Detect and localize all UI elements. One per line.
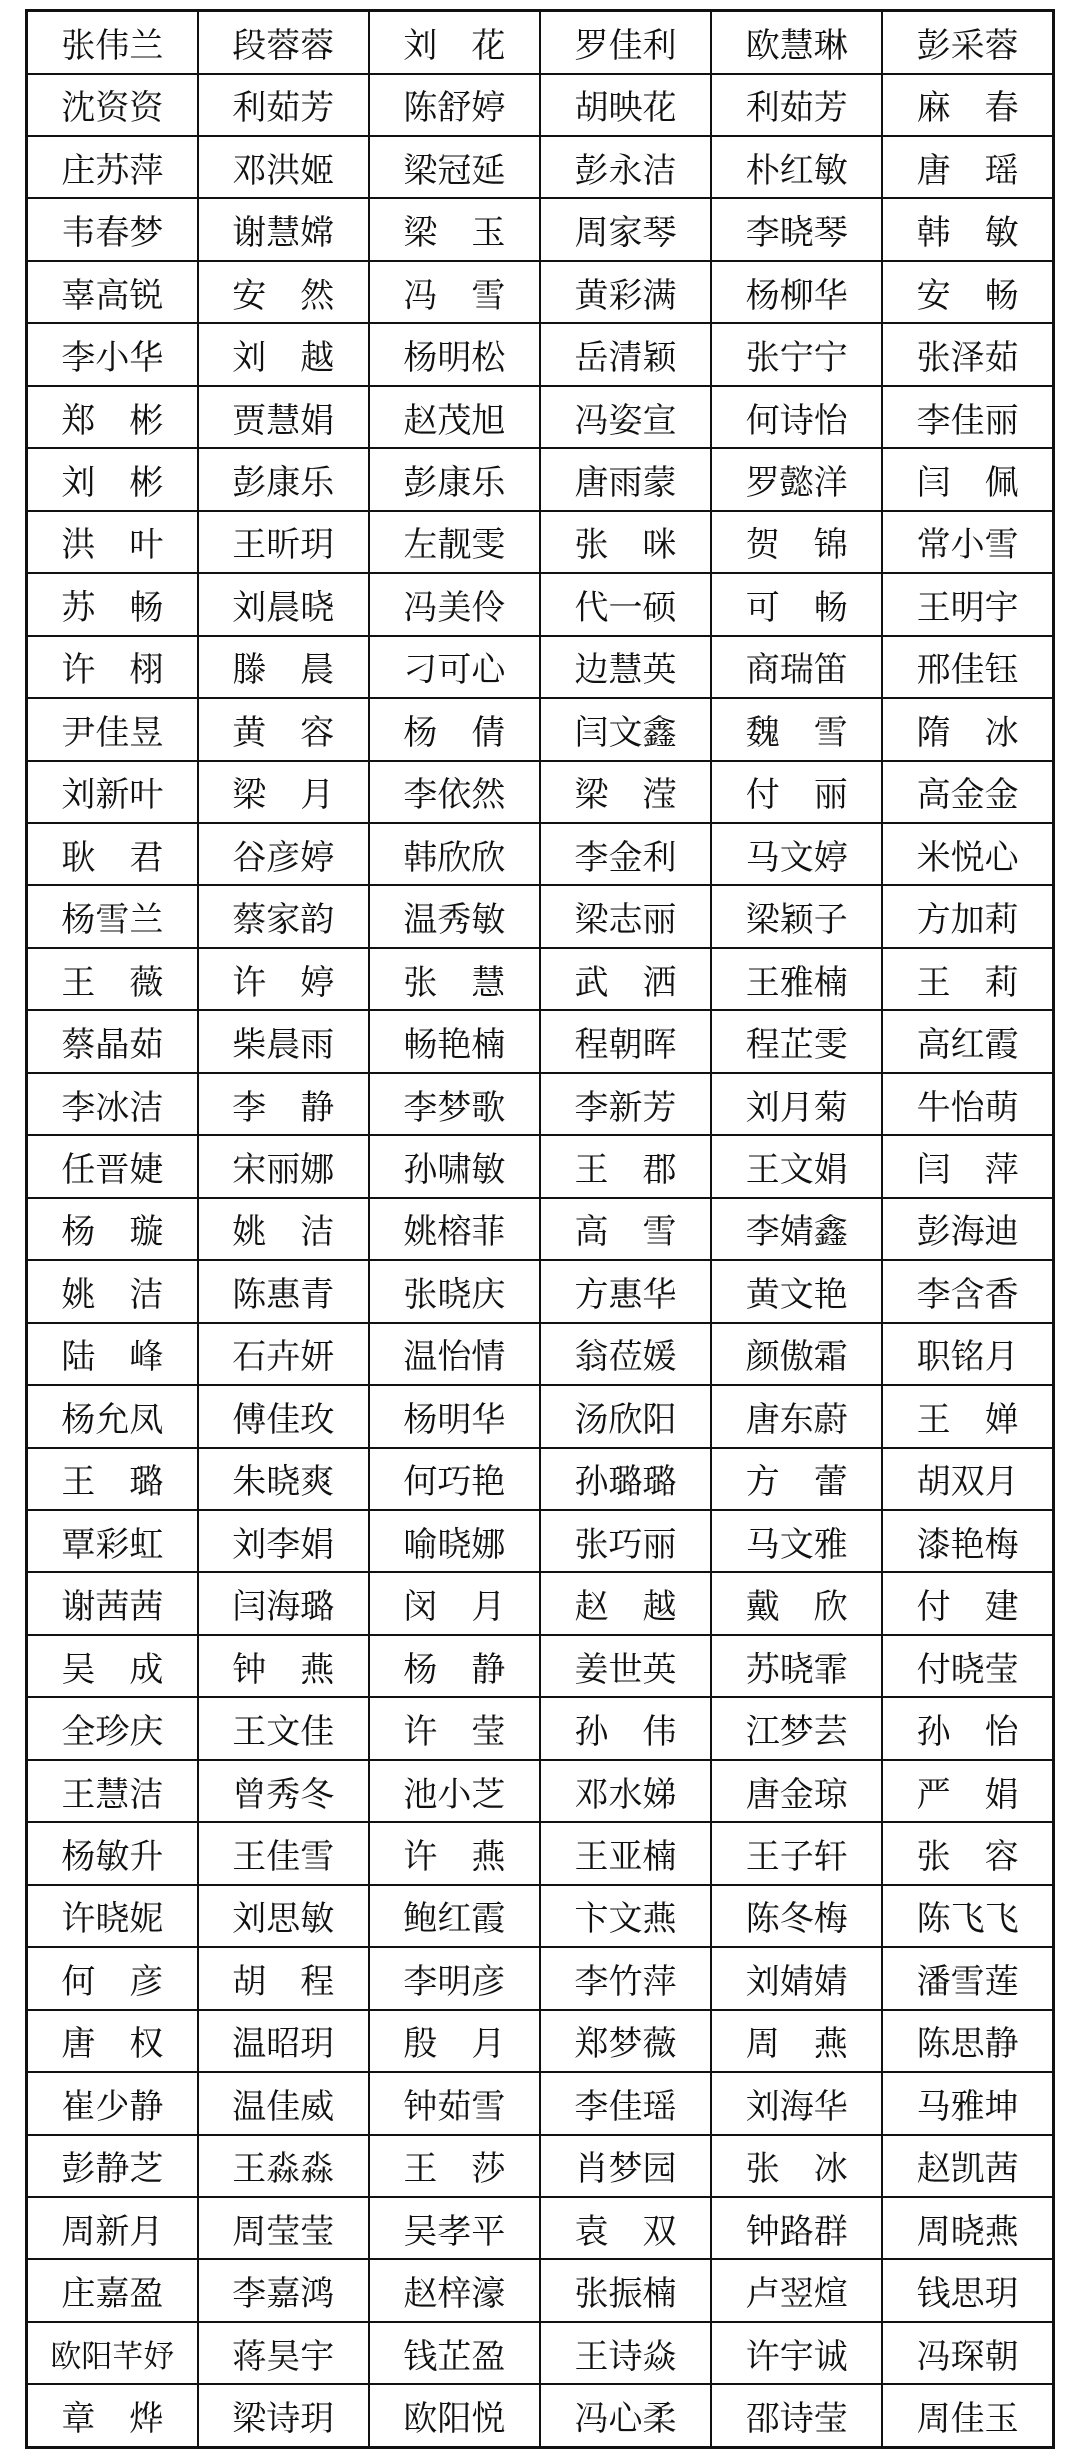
name-cell: 赵凯茜: [882, 2135, 1053, 2197]
table-row: [27, 1010, 1054, 1072]
name-cell: 池小芝: [369, 1760, 540, 1822]
name-cell: 罗懿洋: [711, 448, 882, 510]
table-row: [27, 885, 1054, 947]
name-cell: 钱思玥: [882, 2259, 1053, 2321]
name-cell: 张宁宁: [711, 323, 882, 385]
name-cell: 杨 静: [369, 1635, 540, 1697]
name-cell: 王 莎: [369, 2135, 540, 2197]
name-cell: 陈飞飞: [882, 1885, 1053, 1947]
table-row: [27, 1135, 1054, 1197]
name-cell: 郑梦薇: [540, 2010, 711, 2072]
name-cell: 杨明松: [369, 323, 540, 385]
name-cell: 魏 雪: [711, 698, 882, 760]
name-cell: 李明彦: [369, 1947, 540, 2009]
name-cell: 袁 双: [540, 2197, 711, 2259]
name-cell: 邓洪姬: [198, 136, 369, 198]
name-cell: 蒋昊宇: [198, 2322, 369, 2384]
name-cell: 李小华: [27, 323, 198, 385]
name-cell: 李依然: [369, 761, 540, 823]
name-cell: 杨 璇: [27, 1198, 198, 1260]
table-row: [27, 1323, 1054, 1385]
name-cell: 方惠华: [540, 1260, 711, 1322]
name-cell: 柴晨雨: [198, 1010, 369, 1072]
name-cell: 杨 倩: [369, 698, 540, 760]
name-cell: 刘月菊: [711, 1073, 882, 1135]
name-cell: 漆艳梅: [882, 1510, 1053, 1572]
table-row: [27, 11, 1054, 74]
name-cell: 梁颖子: [711, 885, 882, 947]
name-cell: 周家琴: [540, 198, 711, 260]
name-cell: 李梦歌: [369, 1073, 540, 1135]
name-cell: 覃彩虹: [27, 1510, 198, 1572]
name-cell: 唐东蔚: [711, 1385, 882, 1447]
name-cell: 张 慧: [369, 948, 540, 1010]
name-cell: 王亚楠: [540, 1822, 711, 1884]
name-cell: 苏晓霏: [711, 1635, 882, 1697]
name-cell: 王 莉: [882, 948, 1053, 1010]
name-cell: 蔡晶茹: [27, 1010, 198, 1072]
name-cell: 李晓琴: [711, 198, 882, 260]
name-cell: 唐金琼: [711, 1760, 882, 1822]
table-row: [27, 1697, 1054, 1759]
name-cell: 谢慧嫦: [198, 198, 369, 260]
name-cell: 彭康乐: [369, 448, 540, 510]
name-cell: 江梦芸: [711, 1697, 882, 1759]
table-row: [27, 2384, 1054, 2447]
name-cell: 程芷雯: [711, 1010, 882, 1072]
name-cell: 许 婷: [198, 948, 369, 1010]
table-row: [27, 823, 1054, 885]
name-cell: 杨敏升: [27, 1822, 198, 1884]
name-cell: 韩欣欣: [369, 823, 540, 885]
table-row: [27, 448, 1054, 510]
name-cell: 王子轩: [711, 1822, 882, 1884]
table-row: [27, 636, 1054, 698]
name-cell: 付 丽: [711, 761, 882, 823]
name-cell: 朱晓爽: [198, 1448, 369, 1510]
name-cell: 刘海华: [711, 2072, 882, 2134]
name-table-body: [27, 11, 1054, 2448]
name-cell: 王 婵: [882, 1385, 1053, 1447]
name-cell: 王慧洁: [27, 1760, 198, 1822]
name-cell: 闵 月: [369, 1572, 540, 1634]
name-cell: 梁 玉: [369, 198, 540, 260]
name-cell: 邓水娣: [540, 1760, 711, 1822]
name-cell: 罗佳利: [540, 11, 711, 74]
name-cell: 牛怡萌: [882, 1073, 1053, 1135]
name-cell: 周 燕: [711, 2010, 882, 2072]
name-cell: 翁莅媛: [540, 1323, 711, 1385]
name-cell: 唐 瑶: [882, 136, 1053, 198]
table-row: [27, 2322, 1054, 2384]
name-cell: 辜高锐: [27, 261, 198, 323]
name-cell: 戴 欣: [711, 1572, 882, 1634]
name-cell: 刘晨晓: [198, 573, 369, 635]
name-cell: 彭海迪: [882, 1198, 1053, 1260]
table-row: [27, 74, 1054, 136]
name-cell: 梁诗玥: [198, 2384, 369, 2447]
name-cell: 李 静: [198, 1073, 369, 1135]
name-cell: 钟 燕: [198, 1635, 369, 1697]
name-cell: 黄文艳: [711, 1260, 882, 1322]
name-cell: 王昕玥: [198, 511, 369, 573]
name-cell: 王文娟: [711, 1135, 882, 1197]
table-row: [27, 1260, 1054, 1322]
name-cell: 陈惠青: [198, 1260, 369, 1322]
name-cell: 严 娟: [882, 1760, 1053, 1822]
name-cell: 吴孝平: [369, 2197, 540, 2259]
name-cell: 吴 成: [27, 1635, 198, 1697]
name-cell: 庄嘉盈: [27, 2259, 198, 2321]
name-cell: 冯琛朝: [882, 2322, 1053, 2384]
name-cell: 彭永洁: [540, 136, 711, 198]
name-cell: 周莹莹: [198, 2197, 369, 2259]
name-cell: 刁可心: [369, 636, 540, 698]
name-cell: 许晓妮: [27, 1885, 198, 1947]
table-row: [27, 1448, 1054, 1510]
name-cell: 米悦心: [882, 823, 1053, 885]
table-row: [27, 323, 1054, 385]
name-cell: 韩 敏: [882, 198, 1053, 260]
name-cell: 张 咪: [540, 511, 711, 573]
name-cell: 常小雪: [882, 511, 1053, 573]
name-cell: 唐雨蒙: [540, 448, 711, 510]
table-row: [27, 698, 1054, 760]
name-cell: 周晓燕: [882, 2197, 1053, 2259]
name-cell: 李含香: [882, 1260, 1053, 1322]
name-cell: 钟路群: [711, 2197, 882, 2259]
name-cell: 何诗怡: [711, 386, 882, 448]
name-cell: 贺 锦: [711, 511, 882, 573]
name-cell: 麻 春: [882, 74, 1053, 136]
table-row: [27, 761, 1054, 823]
name-cell: 王雅楠: [711, 948, 882, 1010]
name-cell: 朴红敏: [711, 136, 882, 198]
table-row: [27, 2197, 1054, 2259]
name-cell: 周佳玉: [882, 2384, 1053, 2447]
name-cell: 谷彦婷: [198, 823, 369, 885]
name-cell: 李冰洁: [27, 1073, 198, 1135]
name-cell: 彭康乐: [198, 448, 369, 510]
name-cell: 陈舒婷: [369, 74, 540, 136]
name-cell: 任晋婕: [27, 1135, 198, 1197]
name-cell: 章 烨: [27, 2384, 198, 2447]
table-row: [27, 261, 1054, 323]
name-cell: 马文雅: [711, 1510, 882, 1572]
table-row: [27, 2072, 1054, 2134]
table-row: [27, 1510, 1054, 1572]
name-cell: 颜傲霜: [711, 1323, 882, 1385]
name-cell: 欧慧琳: [711, 11, 882, 74]
name-cell: 付晓莹: [882, 1635, 1053, 1697]
name-cell: 许 栩: [27, 636, 198, 698]
table-row: [27, 1885, 1054, 1947]
name-cell: 付 建: [882, 1572, 1053, 1634]
name-cell: 孙 怡: [882, 1697, 1053, 1759]
name-cell: 高金金: [882, 761, 1053, 823]
name-cell: 闫 萍: [882, 1135, 1053, 1197]
name-cell: 刘思敏: [198, 1885, 369, 1947]
name-cell: 梁志丽: [540, 885, 711, 947]
name-cell: 张 冰: [711, 2135, 882, 2197]
name-cell: 殷 月: [369, 2010, 540, 2072]
name-cell: 邵诗莹: [711, 2384, 882, 2447]
table-row: [27, 1760, 1054, 1822]
name-cell: 邢佳钰: [882, 636, 1053, 698]
name-cell: 杨柳华: [711, 261, 882, 323]
name-cell: 周新月: [27, 2197, 198, 2259]
name-cell: 方加莉: [882, 885, 1053, 947]
name-cell: 鲍红霞: [369, 1885, 540, 1947]
name-cell: 李嘉鸿: [198, 2259, 369, 2321]
name-cell: 程朝晖: [540, 1010, 711, 1072]
name-cell: 高 雪: [540, 1198, 711, 1260]
name-cell: 李佳瑶: [540, 2072, 711, 2134]
name-cell: 代一硕: [540, 573, 711, 635]
name-cell: 全珍庆: [27, 1697, 198, 1759]
name-cell: 钟茹雪: [369, 2072, 540, 2134]
name-cell: 闫文鑫: [540, 698, 711, 760]
name-cell: 李新芳: [540, 1073, 711, 1135]
name-cell: 赵茂旭: [369, 386, 540, 448]
name-cell: 卞文燕: [540, 1885, 711, 1947]
name-cell: 欧阳芊妤: [27, 2322, 198, 2384]
table-row: [27, 136, 1054, 198]
name-cell: 冯 雪: [369, 261, 540, 323]
name-cell: 孙啸敏: [369, 1135, 540, 1197]
name-cell: 商瑞笛: [711, 636, 882, 698]
name-cell: 闫海璐: [198, 1572, 369, 1634]
name-cell: 张泽茹: [882, 323, 1053, 385]
name-cell: 彭采蓉: [882, 11, 1053, 74]
name-cell: 闫 佩: [882, 448, 1053, 510]
name-cell: 温佳威: [198, 2072, 369, 2134]
table-row: [27, 573, 1054, 635]
name-cell: 许宇诚: [711, 2322, 882, 2384]
name-cell: 刘李娟: [198, 1510, 369, 1572]
name-cell: 姚 洁: [198, 1198, 369, 1260]
name-cell: 欧阳悦: [369, 2384, 540, 2447]
name-cell: 张晓庆: [369, 1260, 540, 1322]
table-row: [27, 1198, 1054, 1260]
name-cell: 刘 花: [369, 11, 540, 74]
name-cell: 潘雪莲: [882, 1947, 1053, 2009]
name-cell: 杨雪兰: [27, 885, 198, 947]
name-cell: 王淼淼: [198, 2135, 369, 2197]
name-cell: 梁 月: [198, 761, 369, 823]
name-cell: 梁 滢: [540, 761, 711, 823]
name-cell: 许 燕: [369, 1822, 540, 1884]
name-table: [25, 9, 1055, 2449]
name-cell: 王 郡: [540, 1135, 711, 1197]
name-cell: 钱芷盈: [369, 2322, 540, 2384]
name-cell: 姚榕菲: [369, 1198, 540, 1260]
name-cell: 隋 冰: [882, 698, 1053, 760]
name-cell: 边慧英: [540, 636, 711, 698]
table-row: [27, 1947, 1054, 2009]
name-cell: 王诗焱: [540, 2322, 711, 2384]
name-cell: 杨允凤: [27, 1385, 198, 1447]
name-cell: 崔少静: [27, 2072, 198, 2134]
name-cell: 彭静芝: [27, 2135, 198, 2197]
name-cell: 庄苏萍: [27, 136, 198, 198]
table-row: [27, 1822, 1054, 1884]
name-cell: 洪 叶: [27, 511, 198, 573]
name-cell: 张 容: [882, 1822, 1053, 1884]
name-cell: 胡映花: [540, 74, 711, 136]
name-cell: 可 畅: [711, 573, 882, 635]
name-cell: 马文婷: [711, 823, 882, 885]
name-cell: 陆 峰: [27, 1323, 198, 1385]
name-cell: 张巧丽: [540, 1510, 711, 1572]
name-cell: 姜世英: [540, 1635, 711, 1697]
name-cell: 苏 畅: [27, 573, 198, 635]
name-cell: 韦春梦: [27, 198, 198, 260]
table-row: [27, 1572, 1054, 1634]
name-cell: 喻晓娜: [369, 1510, 540, 1572]
name-cell: 赵 越: [540, 1572, 711, 1634]
name-cell: 唐 权: [27, 2010, 198, 2072]
name-cell: 曾秀冬: [198, 1760, 369, 1822]
name-cell: 傅佳玫: [198, 1385, 369, 1447]
table-row: [27, 386, 1054, 448]
name-cell: 李佳丽: [882, 386, 1053, 448]
name-cell: 蔡家韵: [198, 885, 369, 947]
name-cell: 利茹芳: [198, 74, 369, 136]
name-cell: 冯心柔: [540, 2384, 711, 2447]
name-cell: 贾慧娟: [198, 386, 369, 448]
name-cell: 李金利: [540, 823, 711, 885]
name-cell: 黄 容: [198, 698, 369, 760]
name-cell: 段蓉蓉: [198, 11, 369, 74]
name-cell: 杨明华: [369, 1385, 540, 1447]
name-cell: 黄彩满: [540, 261, 711, 323]
name-cell: 滕 晨: [198, 636, 369, 698]
name-cell: 陈思静: [882, 2010, 1053, 2072]
name-cell: 尹佳昱: [27, 698, 198, 760]
name-cell: 赵梓濠: [369, 2259, 540, 2321]
table-row: [27, 198, 1054, 260]
name-cell: 安 然: [198, 261, 369, 323]
name-cell: 何 彦: [27, 1947, 198, 2009]
name-cell: 王佳雪: [198, 1822, 369, 1884]
name-cell: 安 畅: [882, 261, 1053, 323]
name-cell: 何巧艳: [369, 1448, 540, 1510]
table-row: [27, 2259, 1054, 2321]
name-cell: 岳清颖: [540, 323, 711, 385]
name-cell: 孙 伟: [540, 1697, 711, 1759]
name-cell: 畅艳楠: [369, 1010, 540, 1072]
name-list-sheet: [25, 9, 1055, 2449]
name-cell: 温怡情: [369, 1323, 540, 1385]
table-row: [27, 1073, 1054, 1135]
name-cell: 左靓雯: [369, 511, 540, 573]
table-row: [27, 511, 1054, 573]
name-cell: 武 洒: [540, 948, 711, 1010]
name-cell: 许 莹: [369, 1697, 540, 1759]
name-cell: 王 璐: [27, 1448, 198, 1510]
name-cell: 张伟兰: [27, 11, 198, 74]
name-cell: 卢翌煊: [711, 2259, 882, 2321]
name-cell: 宋丽娜: [198, 1135, 369, 1197]
name-cell: 陈冬梅: [711, 1885, 882, 1947]
table-row: [27, 1385, 1054, 1447]
name-cell: 刘婧婧: [711, 1947, 882, 2009]
name-cell: 职铭月: [882, 1323, 1053, 1385]
name-cell: 郑 彬: [27, 386, 198, 448]
name-cell: 汤欣阳: [540, 1385, 711, 1447]
name-cell: 温昭玥: [198, 2010, 369, 2072]
name-cell: 孙璐璐: [540, 1448, 711, 1510]
name-cell: 胡 程: [198, 1947, 369, 2009]
name-cell: 梁冠延: [369, 136, 540, 198]
name-cell: 王文佳: [198, 1697, 369, 1759]
name-cell: 刘 越: [198, 323, 369, 385]
name-cell: 胡双月: [882, 1448, 1053, 1510]
name-cell: 王 薇: [27, 948, 198, 1010]
name-cell: 李婧鑫: [711, 1198, 882, 1260]
table-row: [27, 948, 1054, 1010]
name-cell: 谢茜茜: [27, 1572, 198, 1634]
name-cell: 姚 洁: [27, 1260, 198, 1322]
table-row: [27, 1635, 1054, 1697]
name-cell: 温秀敏: [369, 885, 540, 947]
name-cell: 马雅坤: [882, 2072, 1053, 2134]
name-cell: 冯姿宣: [540, 386, 711, 448]
name-cell: 李竹萍: [540, 1947, 711, 2009]
name-cell: 王明宇: [882, 573, 1053, 635]
name-cell: 肖梦园: [540, 2135, 711, 2197]
name-cell: 石卉妍: [198, 1323, 369, 1385]
name-cell: 沈资资: [27, 74, 198, 136]
name-cell: 利茹芳: [711, 74, 882, 136]
name-cell: 方 蕾: [711, 1448, 882, 1510]
name-cell: 高红霞: [882, 1010, 1053, 1072]
name-cell: 刘新叶: [27, 761, 198, 823]
name-cell: 耿 君: [27, 823, 198, 885]
table-row: [27, 2010, 1054, 2072]
name-cell: 张振楠: [540, 2259, 711, 2321]
name-cell: 冯美伶: [369, 573, 540, 635]
table-row: [27, 2135, 1054, 2197]
name-cell: 刘 彬: [27, 448, 198, 510]
